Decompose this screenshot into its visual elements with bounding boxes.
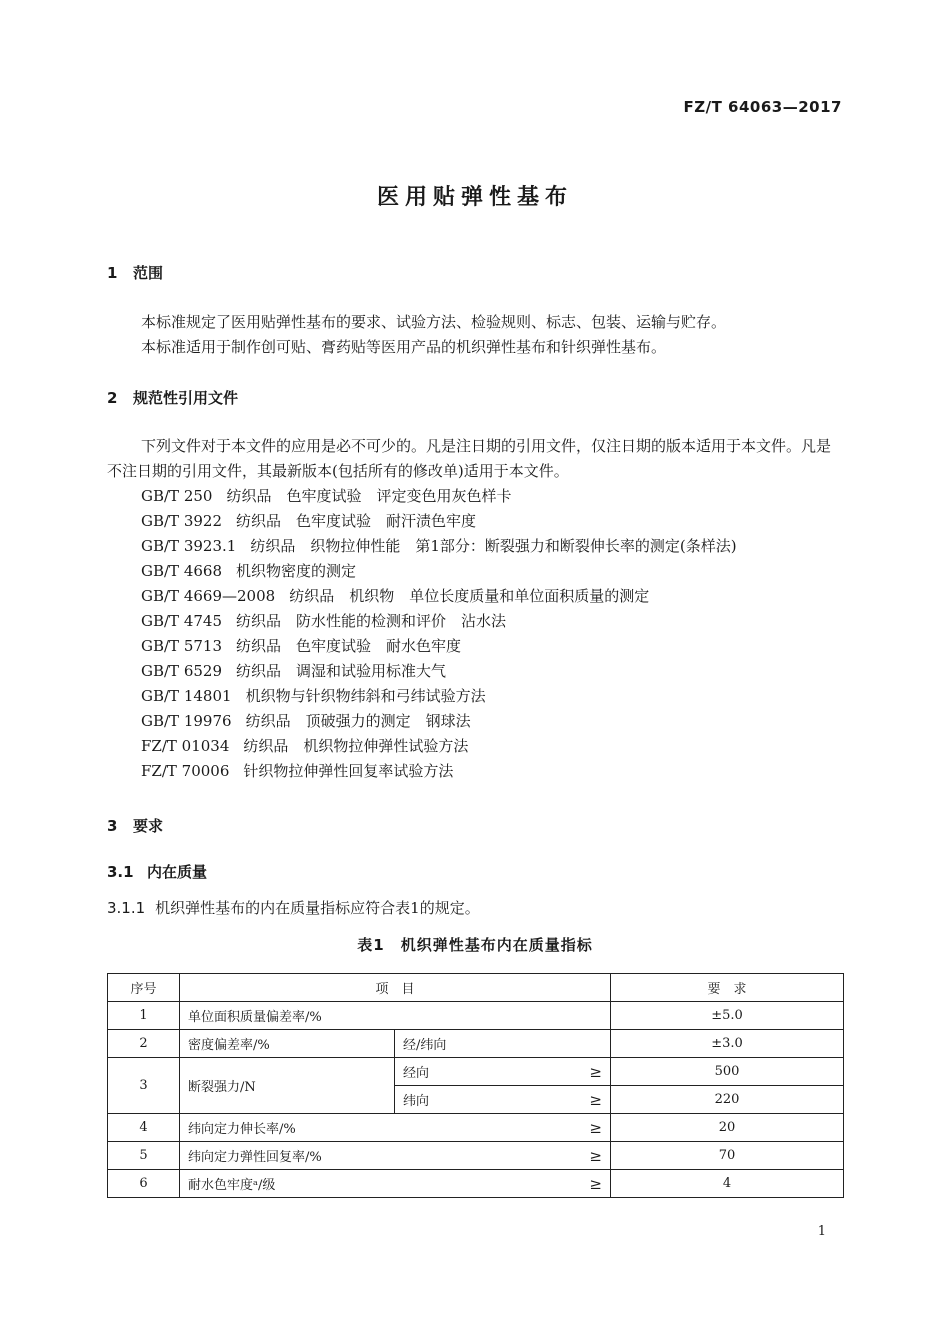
reference-item (141, 660, 446, 681)
reference-code: GB/T 250 (141, 487, 213, 505)
document-title: 医用贴弹性基布 (376, 185, 573, 210)
row-no: 5 (108, 1142, 180, 1170)
reference-title: 纺织品 机织物拉伸弹性试验方法 (243, 737, 469, 755)
reference-item (141, 685, 486, 706)
reference-code: GB/T 4668 (141, 562, 223, 580)
row-req: ±5.0 (611, 1002, 844, 1030)
row-no: 4 (108, 1114, 180, 1142)
row-req: 220 (611, 1086, 844, 1114)
header-no: 序号 (108, 974, 180, 1002)
reference-item (141, 735, 468, 756)
reference-code: GB/T 5713 (141, 637, 223, 655)
quality-table (107, 973, 844, 1198)
reference-title: 纺织品 色牢度试验 耐汗渍色牢度 (236, 512, 477, 530)
section-3-1-heading (107, 861, 207, 882)
reference-title: 机织物与针织物纬斜和弓纬试验方法 (245, 687, 486, 705)
table-row (108, 1058, 844, 1086)
section-number: 2 (107, 389, 118, 407)
page-number: 1 (817, 1224, 826, 1239)
section-number: 1 (107, 264, 118, 282)
reference-title: 纺织品 织物拉伸性能 第1部分：断裂强力和断裂伸长率的测定(条样法) (250, 537, 737, 555)
row-req: 4 (611, 1170, 844, 1198)
table-caption: 表1 机织弹性基布内在质量指标 (357, 936, 593, 954)
section-title: 规范性引用文件 (133, 389, 239, 407)
table-row (108, 1142, 844, 1170)
reference-code: FZ/T 01034 (141, 737, 230, 755)
clause-text: 机织弹性基布的内在质量指标应符合表1的规定。 (155, 899, 480, 917)
ge-symbol: ≥ (565, 1142, 611, 1170)
reference-title: 针织物拉伸弹性回复率试验方法 (243, 762, 454, 780)
section-title: 范围 (133, 264, 164, 282)
reference-code: GB/T 19976 (141, 712, 232, 730)
scope-paragraph-2: 本标准适用于制作创可贴、膏药贴等医用产品的机织弹性基布和针织弹性基布。 (141, 338, 667, 356)
reference-title: 纺织品 防水性能的检测和评价 沾水法 (236, 612, 507, 630)
clause-number: 3.1.1 (107, 899, 146, 917)
section-3-heading (107, 815, 163, 836)
ge-symbol: ≥ (565, 1058, 611, 1086)
row-item: 耐水色牢度ᵃ/级 (180, 1170, 565, 1198)
reference-code: GB/T 4745 (141, 612, 223, 630)
table-row (108, 1114, 844, 1142)
row-req: 70 (611, 1142, 844, 1170)
row-item: 密度偏差率/% (180, 1030, 395, 1058)
row-no: 3 (108, 1058, 180, 1114)
ge-symbol: ≥ (565, 1114, 611, 1142)
row-req: ±3.0 (611, 1030, 844, 1058)
references-intro: 下列文件对于本文件的应用是必不可少的。凡是注日期的引用文件，仅注日期的版本适用于本文件。凡是不注日期的引用文件，其最新版本(包括所有的修改单)适用于本文件。 (107, 437, 832, 480)
reference-item (141, 710, 471, 731)
scope-paragraph-1: 本标准规定了医用贴弹性基布的要求、试验方法、检验规则、标志、包装、运输与贮存。 (141, 313, 727, 331)
reference-title: 纺织品 机织物 单位长度质量和单位面积质量的测定 (289, 587, 650, 605)
reference-item (141, 610, 506, 631)
reference-code: GB/T 3923.1 (141, 537, 237, 555)
section-title: 要求 (133, 817, 164, 835)
row-req: 500 (611, 1058, 844, 1086)
standard-number: FZ/T 64063—2017 (683, 98, 842, 116)
reference-item (141, 510, 476, 531)
reference-item (141, 485, 511, 506)
reference-item (141, 535, 737, 556)
reference-code: GB/T 14801 (141, 687, 232, 705)
reference-code: GB/T 4669—2008 (141, 587, 276, 605)
row-sub: 经向 (395, 1058, 565, 1086)
reference-title: 纺织品 色牢度试验 评定变色用灰色样卡 (226, 487, 512, 505)
row-item: 单位面积质量偏差率/% (180, 1002, 611, 1030)
table-row (108, 1030, 844, 1058)
table-row (108, 1002, 844, 1030)
row-item: 断裂强力/N (180, 1058, 395, 1114)
section-number: 3.1 (107, 863, 134, 881)
row-sub: 经/纬向 (395, 1030, 611, 1058)
row-no: 6 (108, 1170, 180, 1198)
reference-code: GB/T 6529 (141, 662, 223, 680)
section-number: 3 (107, 817, 118, 835)
section-2-heading (107, 387, 238, 408)
reference-item (141, 585, 649, 606)
reference-item (141, 760, 453, 781)
ge-symbol: ≥ (565, 1086, 611, 1114)
row-req: 20 (611, 1114, 844, 1142)
header-item: 项 目 (180, 974, 611, 1002)
section-title: 内在质量 (147, 863, 208, 881)
row-item: 纬向定力伸长率/% (180, 1114, 565, 1142)
row-no: 1 (108, 1002, 180, 1030)
row-no: 2 (108, 1030, 180, 1058)
row-sub: 纬向 (395, 1086, 565, 1114)
reference-title: 纺织品 调湿和试验用标准大气 (236, 662, 447, 680)
reference-item (141, 635, 461, 656)
header-req: 要 求 (611, 974, 844, 1002)
clause-3-1-1 (107, 897, 480, 918)
reference-title: 机织物密度的测定 (236, 562, 357, 580)
row-item: 纬向定力弹性回复率/% (180, 1142, 565, 1170)
table-row (108, 1170, 844, 1198)
ge-symbol: ≥ (565, 1170, 611, 1198)
reference-title: 纺织品 色牢度试验 耐水色牢度 (236, 637, 462, 655)
reference-code: FZ/T 70006 (141, 762, 230, 780)
table-header-row (108, 974, 844, 1002)
reference-title: 纺织品 顶破强力的测定 钢球法 (245, 712, 471, 730)
reference-item (141, 560, 356, 581)
reference-code: GB/T 3922 (141, 512, 223, 530)
section-1-heading (107, 262, 163, 283)
